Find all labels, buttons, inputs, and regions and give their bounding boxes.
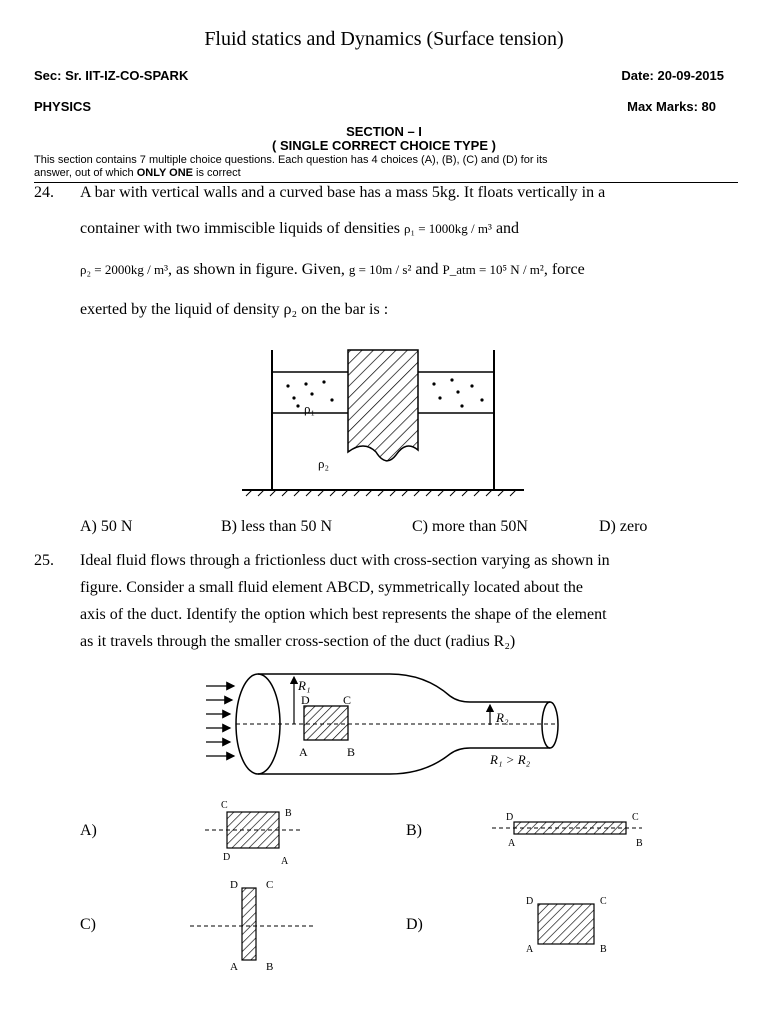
q25-line-1: Ideal fluid flows through a frictionless duct with cross-section varying as shown in (80, 552, 610, 569)
g-equation: g = 10m / s² (348, 262, 412, 277)
q24-number: 24. (34, 184, 54, 201)
r1-label: R₁ (298, 678, 311, 693)
q24-line-2-post: and (491, 220, 520, 237)
duct-outlet-ellipse (542, 702, 558, 748)
q25-option-a-label: A) (80, 822, 97, 839)
section-code: Sec: Sr. IIT-IZ-CO-SPARK (34, 68, 189, 83)
opt-a-c: C (221, 800, 228, 811)
q25-option-c-figure (190, 876, 320, 976)
fluid-element-abcd (304, 706, 348, 740)
max-marks: Max Marks: 80 (627, 99, 716, 114)
rho2-label: ρ₂ (318, 456, 330, 471)
rho2-equation: ρ₂ = 2000kg / m³ (80, 262, 168, 277)
q25-number: 25. (34, 552, 54, 569)
q24-option-b: B) less than 50 N (221, 518, 333, 535)
q25-option-c-label: C) (80, 916, 96, 933)
instructions-line-2 (34, 167, 241, 179)
q24-option-a: A) 50 N (80, 518, 133, 535)
vertex-d: D (301, 693, 310, 707)
q24-line-3 (80, 261, 585, 279)
opt-d-b: B (600, 944, 607, 955)
instr-pre: answer, out of which (34, 167, 137, 179)
subject-label: PHYSICS (34, 99, 92, 114)
section-heading: SECTION – I (346, 124, 422, 139)
radius-relation: R₁ > R₂ (490, 752, 531, 767)
opt-b-c: C (632, 812, 639, 823)
rho1-label: ρ₁ (304, 401, 316, 416)
q24-line-1: A bar with vertical walls and a curved base has a mass 5kg. It floats vertically in a (80, 184, 606, 201)
q24-line-2 (80, 220, 519, 238)
opt-d-c: C (600, 896, 607, 907)
q25-line-3: axis of the duct. Identify the option which best represents the shape of the element (80, 606, 607, 623)
r2-label: R₂ (496, 710, 509, 725)
section-rule (34, 182, 738, 183)
section-subheading: ( SINGLE CORRECT CHOICE TYPE ) (272, 138, 496, 153)
opt-b-a: A (508, 838, 516, 849)
q25-duct-figure (200, 668, 570, 778)
opt-c-c: C (266, 879, 274, 891)
q24-option-c: C) more than 50N (412, 518, 528, 535)
exam-date: Date: 20-09-2015 (621, 68, 724, 83)
q25-option-b-label: B) (406, 822, 422, 839)
q25-option-d-label: D) (406, 916, 423, 933)
opt-d-d: D (526, 896, 534, 907)
q24-line-2-pre: container with two immiscible liquids of densities (80, 220, 404, 237)
q24-figure (236, 340, 536, 500)
opt-d-a: A (526, 944, 534, 955)
opt-c-a: A (230, 961, 238, 973)
q25-line-4: as it travels through the smaller cross-section of the duct (radius R₂) (80, 633, 516, 650)
vertex-b: B (347, 745, 356, 759)
q24-line-4: exerted by the liquid of density ρ₂ on the bar is : (80, 301, 389, 318)
flow-arrows (206, 686, 234, 756)
q24-line-3-mid: , as shown in figure. Given, (167, 261, 349, 278)
opt-c-b: B (266, 961, 274, 973)
patm-equation: P_atm = 10⁵ N / m² (442, 262, 544, 277)
instr-post: is correct (192, 167, 241, 179)
ground (242, 490, 524, 496)
q24-option-d: D) zero (599, 518, 648, 535)
q25-option-a-figure (205, 798, 305, 866)
opt-b-d: D (506, 812, 514, 823)
instructions-line-1: This section contains 7 multiple choice questions. Each question has 4 choices (A), (B), (C) and (D) for its (34, 154, 548, 166)
rho1-equation: ρ₁ = 1000kg / m³ (403, 221, 492, 236)
opt-c-d: D (230, 879, 238, 891)
page-title: Fluid statics and Dynamics (Surface tension) (204, 28, 564, 50)
opt-a-a: A (281, 856, 289, 866)
q25-line-2: figure. Consider a small fluid element ABCD, symmetrically located about the (80, 579, 583, 596)
q25-option-d-figure (520, 890, 620, 960)
q25-option-b-figure (492, 808, 652, 852)
opt-a-d: D (223, 852, 231, 863)
opt-a-b: B (285, 808, 292, 819)
vertex-c: C (343, 693, 352, 707)
vertex-a: A (299, 745, 308, 759)
q24-line-3-and: and (411, 261, 443, 278)
instr-bold: ONLY ONE (136, 167, 193, 179)
floating-bar (348, 350, 418, 461)
q24-line-3-post: , force (543, 261, 585, 278)
opt-b-b: B (636, 838, 643, 849)
